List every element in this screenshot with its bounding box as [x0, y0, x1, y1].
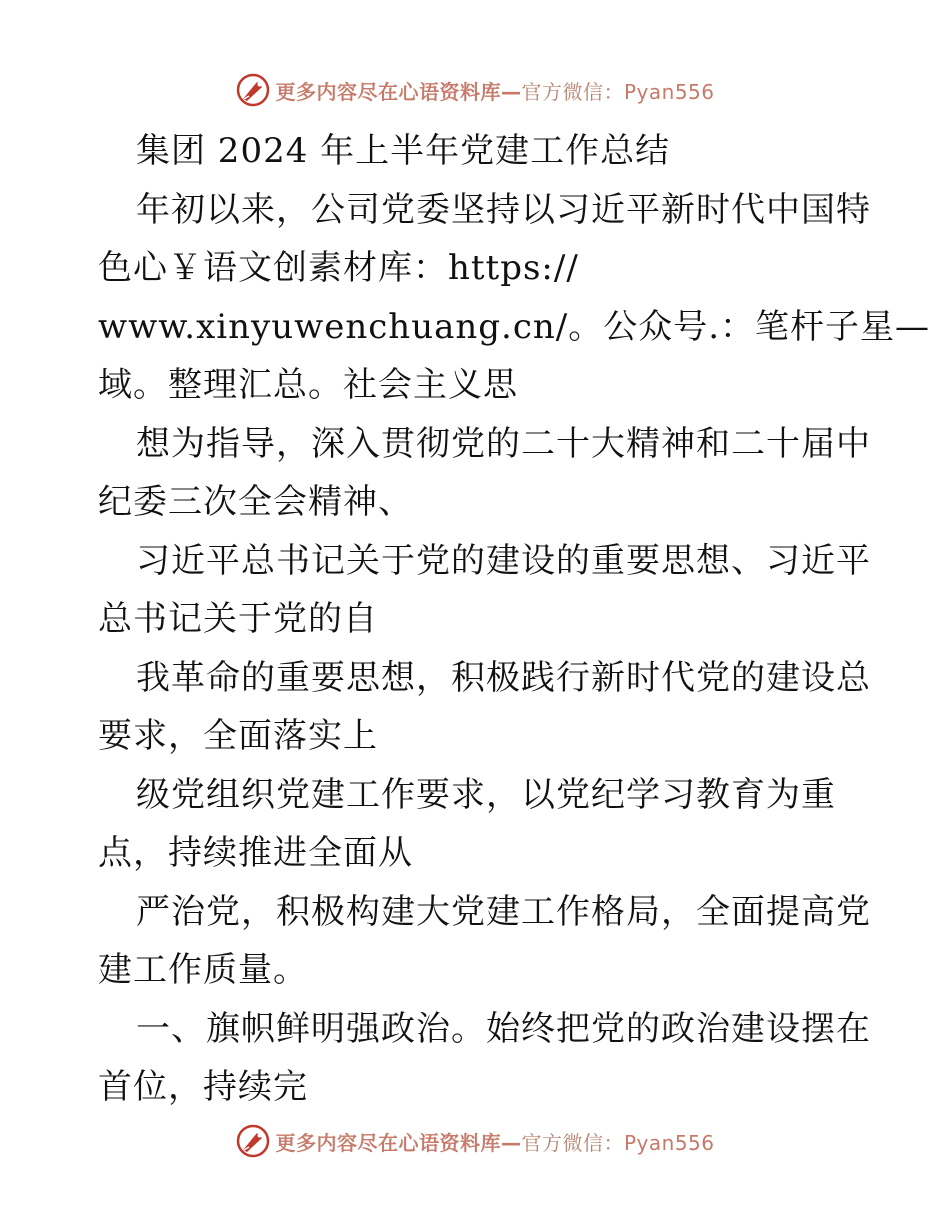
- paragraph-line: 首位，持续完: [98, 1067, 308, 1107]
- paragraph-line: 点，持续推进全面从: [98, 833, 413, 873]
- watermark-separator: —: [500, 1130, 522, 1155]
- paragraph-line: 习近平总书记关于党的建设的重要思想、习近平: [136, 540, 871, 581]
- paragraph-line: 年初以来，公司党委坚持以习近平新时代中国特: [136, 189, 871, 230]
- document-title: 集团 2024 年上半年党建工作总结: [136, 131, 671, 171]
- document-body: [98, 122, 931, 1117]
- watermark-brand: 更多内容尽在心语资料库: [275, 79, 501, 104]
- watermark-text: [275, 1127, 714, 1156]
- header-watermark: [0, 70, 950, 110]
- paragraph-line: 要求，全面落实上: [98, 716, 378, 756]
- paragraph-line: 色心￥语文创素材库：https://: [98, 248, 579, 288]
- paragraph-line: 严治党，积极构建大党建工作格局，全面提高党: [136, 891, 871, 932]
- paragraph-line: 我革命的重要思想，积极践行新时代党的建设总: [136, 657, 871, 698]
- pen-nib-logo-icon: [235, 1123, 271, 1159]
- paragraph-line: 建工作质量。: [98, 950, 308, 990]
- paragraph-line: 总书记关于党的自: [98, 599, 378, 639]
- watermark-wechat-label: 官方微信：: [521, 79, 624, 104]
- paragraph-line: 级党组织党建工作要求，以党纪学习教育为重: [136, 774, 836, 815]
- paragraph-line: 纪委三次全会精神、: [98, 482, 413, 522]
- footer-watermark: [0, 1121, 950, 1161]
- watermark-wechat-label: 官方微信：: [521, 1130, 624, 1155]
- watermark-account: Pyan556: [623, 79, 715, 104]
- watermark-text: [275, 76, 714, 105]
- paragraph-line: www.xinyuwenchuang.cn/。公众号.：笔杆子星—: [98, 306, 931, 347]
- watermark-brand: 更多内容尽在心语资料库: [275, 1130, 501, 1155]
- watermark-account: Pyan556: [623, 1130, 715, 1155]
- pen-nib-logo-icon: [235, 72, 271, 108]
- paragraph-line: 域。整理汇总。社会主义思: [98, 365, 518, 405]
- watermark-separator: —: [500, 79, 522, 104]
- section-heading-line: 一、旗帜鲜明强政治。始终把党的政治建设摆在: [136, 1008, 871, 1049]
- paragraph-line: 想为指导，深入贯彻党的二十大精神和二十届中: [136, 423, 871, 464]
